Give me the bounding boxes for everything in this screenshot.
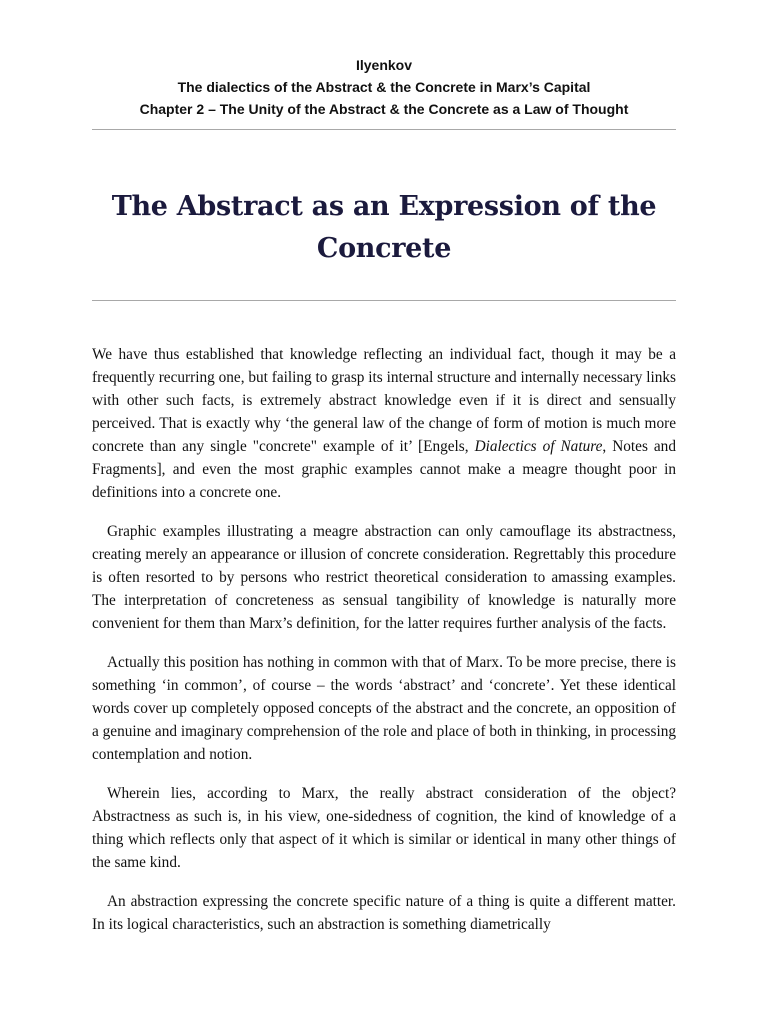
paragraph-1-after: , Notes and Fragments], and even the most graphic examples cannot make a meagre thought poor in definitions into a concrete one. (92, 438, 676, 501)
paragraph-1-before: We have thus established that knowledge reflecting an individual fact, though it may be a frequently recurring one, but failing to grasp its internal structure and internally necessary links with other such facts, is extremely abstract knowledge even if it is direct and sensually perceived. That is exactly why ‘the general law of the change of form of motion is much more concrete than any single "concrete" example of it’ [Engels, (92, 346, 676, 455)
paragraph-1 (92, 343, 676, 504)
paragraph-2: Graphic examples illustrating a meagre abstraction can only camouflage its abstractness, creating merely an appearance or illusion of concrete consideration. Regrettably this procedure is often resorted to by persons who restrict theoretical consideration to amassing examples. The interpretation of concreteness as sensual tangibility of knowledge is naturally more convenient for them than Marx’s definition, for the latter requires further analysis of the facts. (92, 523, 676, 632)
book-reference-italic: Dialectics of Nature (474, 438, 603, 455)
title-divider (92, 300, 676, 301)
header-author: Ilyenkov (355, 57, 413, 73)
header-chapter: Chapter 2 – The Unity of the Abstract & the Concrete as a Law of Thought (139, 101, 629, 117)
paragraph-5: An abstraction expressing the concrete specific nature of a thing is quite a different matter. In its logical characteristics, such an abstraction is something diametrically (92, 893, 676, 933)
body-text (92, 343, 676, 936)
paragraph-3: Actually this position has nothing in common with that of Marx. To be more precise, there is something ‘in common’, of course – the words ‘abstract’ and ‘concrete’. Yet these identical words cover up completely opposed concepts of the abstract and the concrete, an opposition of a genuine and imaginary comprehension of the role and place of both in thinking, in processing contemplation and notion. (92, 654, 676, 763)
header-book-title: The dialectics of the Abstract & the Concrete in Marx’s Capital (177, 79, 591, 95)
running-header (92, 0, 676, 120)
document-page (92, 0, 676, 1024)
section-title: The Abstract as an Expression of the Concrete (111, 191, 657, 264)
paragraph-4: Wherein lies, according to Marx, the really abstract consideration of the object? Abstractness as such is, in his view, one-sidedness of cognition, the kind of knowledge of a thing which reflects only that aspect of it which is similar or identical in many other things of the same kind. (92, 785, 676, 871)
